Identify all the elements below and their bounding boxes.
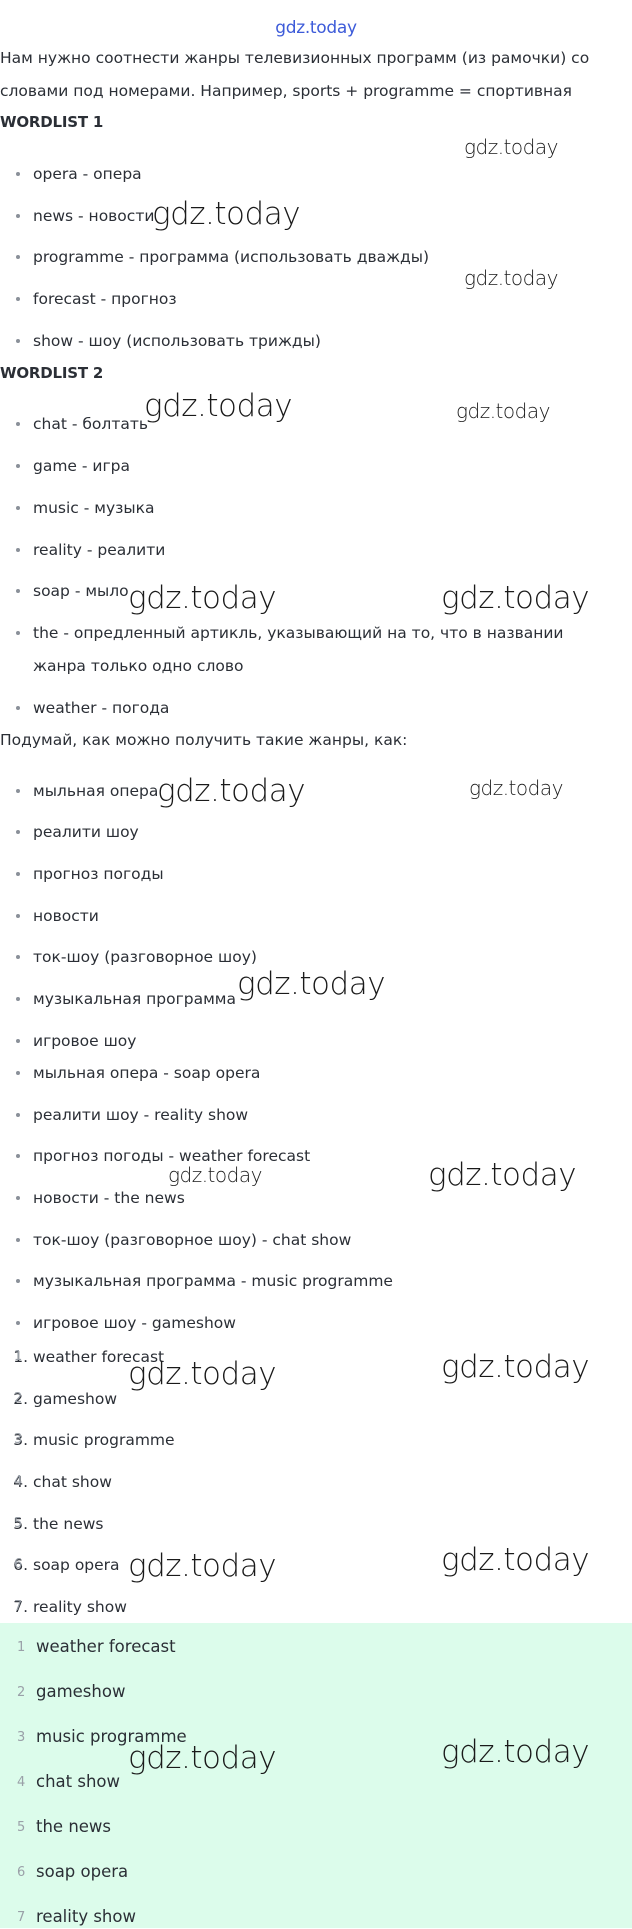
list-item: новости - the news bbox=[33, 1182, 603, 1215]
list-item: weather - погода bbox=[33, 692, 603, 725]
watermark: gdz.today bbox=[441, 1542, 590, 1578]
list-item: soap - мыло bbox=[33, 575, 603, 608]
watermark: gdz.today bbox=[464, 266, 558, 290]
list-item bbox=[14, 1429, 175, 1451]
list-item: ток-шоу (разговорное шоу) bbox=[33, 941, 603, 974]
item-number: 1. 1 bbox=[14, 1349, 23, 1364]
list-item: реалити шоу bbox=[33, 816, 603, 849]
item-number: 7. 7 bbox=[14, 1599, 23, 1614]
list-item bbox=[14, 1388, 118, 1410]
list-item: news - новости bbox=[33, 200, 603, 233]
watermark: gdz.today bbox=[128, 580, 277, 616]
list-item: прогноз погоды bbox=[33, 858, 603, 891]
watermark: gdz.today bbox=[237, 966, 386, 1002]
list-item bbox=[14, 1596, 127, 1618]
answer-box bbox=[0, 1623, 632, 1928]
item-text: reality show bbox=[36, 1907, 136, 1926]
watermark: gdz.today bbox=[469, 776, 563, 800]
list-item: chat - болтать bbox=[33, 408, 603, 441]
list-item bbox=[14, 1513, 104, 1535]
list-item bbox=[17, 1636, 176, 1658]
list-item bbox=[14, 1346, 165, 1368]
list-item: opera - опера bbox=[33, 158, 603, 191]
list-item bbox=[17, 1906, 136, 1928]
item-number: 6 bbox=[17, 1865, 26, 1880]
item-text: reality show bbox=[33, 1598, 127, 1616]
item-text: music programme bbox=[33, 1431, 175, 1449]
list-item bbox=[17, 1816, 112, 1838]
item-text: music programme bbox=[36, 1727, 187, 1746]
watermark: gdz.today bbox=[428, 1157, 577, 1193]
item-number: 7 bbox=[17, 1910, 26, 1925]
list-item: мыльная опера bbox=[33, 775, 603, 808]
item-number: 3 bbox=[17, 1730, 26, 1745]
item-number: 2. 2 bbox=[14, 1391, 23, 1406]
item-text: soap opera bbox=[36, 1862, 129, 1881]
watermark: gdz.today bbox=[441, 1734, 590, 1770]
watermark: gdz.today bbox=[157, 773, 306, 809]
item-number: 1 bbox=[17, 1640, 26, 1655]
site-logo[interactable]: gdz.today bbox=[275, 18, 357, 38]
item-text: soap opera bbox=[33, 1556, 120, 1574]
list-item: игровое шоу - gameshow bbox=[33, 1307, 603, 1340]
list-item: игровое шоу bbox=[33, 1025, 603, 1058]
think-text: Подумай, как можно получить такие жанры, как: bbox=[0, 731, 408, 749]
item-number: 6. 6 bbox=[14, 1557, 23, 1572]
intro-text: Нам нужно соотнести жанры телевизионных программ (из рамочки) со словами под номерами. Например, sports + programme = спортивная bbox=[0, 49, 590, 100]
list-item bbox=[17, 1681, 126, 1703]
list-item bbox=[17, 1726, 187, 1748]
item-text: the news bbox=[36, 1817, 112, 1836]
item-number: 2 bbox=[17, 1685, 26, 1700]
list-item: programme - программа (использовать дважды) bbox=[33, 241, 603, 274]
watermark: gdz.today bbox=[152, 196, 301, 232]
watermark: gdz.today bbox=[128, 1356, 277, 1392]
list-item: the - опредленный артикль, указывающий на то, что в названии жанра только одно слово bbox=[33, 617, 603, 683]
item-number: 5 bbox=[17, 1820, 26, 1835]
watermark: gdz.today bbox=[441, 580, 590, 616]
watermark: gdz.today bbox=[441, 1349, 590, 1385]
wordlist-2-title: WORDLIST 2 bbox=[0, 364, 104, 382]
page bbox=[0, 16, 632, 1928]
item-number: 4. 4 bbox=[14, 1474, 23, 1489]
item-number: 4 bbox=[17, 1775, 26, 1790]
list-item: game - игра bbox=[33, 450, 603, 483]
list-item: прогноз погоды - weather forecast bbox=[33, 1140, 603, 1173]
list-item: music - музыка bbox=[33, 492, 603, 525]
watermark: gdz.today bbox=[456, 399, 550, 423]
list-item: ток-шоу (разговорное шоу) - chat show bbox=[33, 1224, 603, 1257]
item-number: 3. 3 bbox=[14, 1432, 23, 1447]
list-item: новости bbox=[33, 900, 603, 933]
item-text: chat show bbox=[36, 1772, 120, 1791]
watermark: gdz.today bbox=[168, 1163, 262, 1187]
list-item: музыкальная программа bbox=[33, 983, 603, 1016]
list-item: forecast - прогноз bbox=[33, 283, 603, 316]
item-text: the news bbox=[33, 1515, 104, 1533]
watermark: gdz.today bbox=[128, 1548, 277, 1584]
list-item bbox=[17, 1861, 129, 1883]
watermark: gdz.today bbox=[128, 1740, 277, 1776]
item-text: weather forecast bbox=[36, 1637, 176, 1656]
item-number: 5. 5 bbox=[14, 1516, 23, 1531]
list-item bbox=[17, 1771, 120, 1793]
watermark: gdz.today bbox=[144, 388, 293, 424]
watermark: gdz.today bbox=[464, 135, 558, 159]
item-text: gameshow bbox=[33, 1390, 118, 1408]
list-item bbox=[14, 1554, 120, 1576]
list-item bbox=[14, 1471, 112, 1493]
item-text: weather forecast bbox=[33, 1348, 165, 1366]
list-item: reality - реалити bbox=[33, 534, 603, 567]
list-item: show - шоу (использовать трижды) bbox=[33, 325, 603, 358]
item-text: gameshow bbox=[36, 1682, 126, 1701]
list-item: музыкальная программа - music programme bbox=[33, 1265, 603, 1298]
wordlist-1-title: WORDLIST 1 bbox=[0, 113, 104, 131]
list-item: реалити шоу - reality show bbox=[33, 1099, 603, 1132]
item-text: chat show bbox=[33, 1473, 112, 1491]
list-item: мыльная опера - soap opera bbox=[33, 1057, 603, 1090]
